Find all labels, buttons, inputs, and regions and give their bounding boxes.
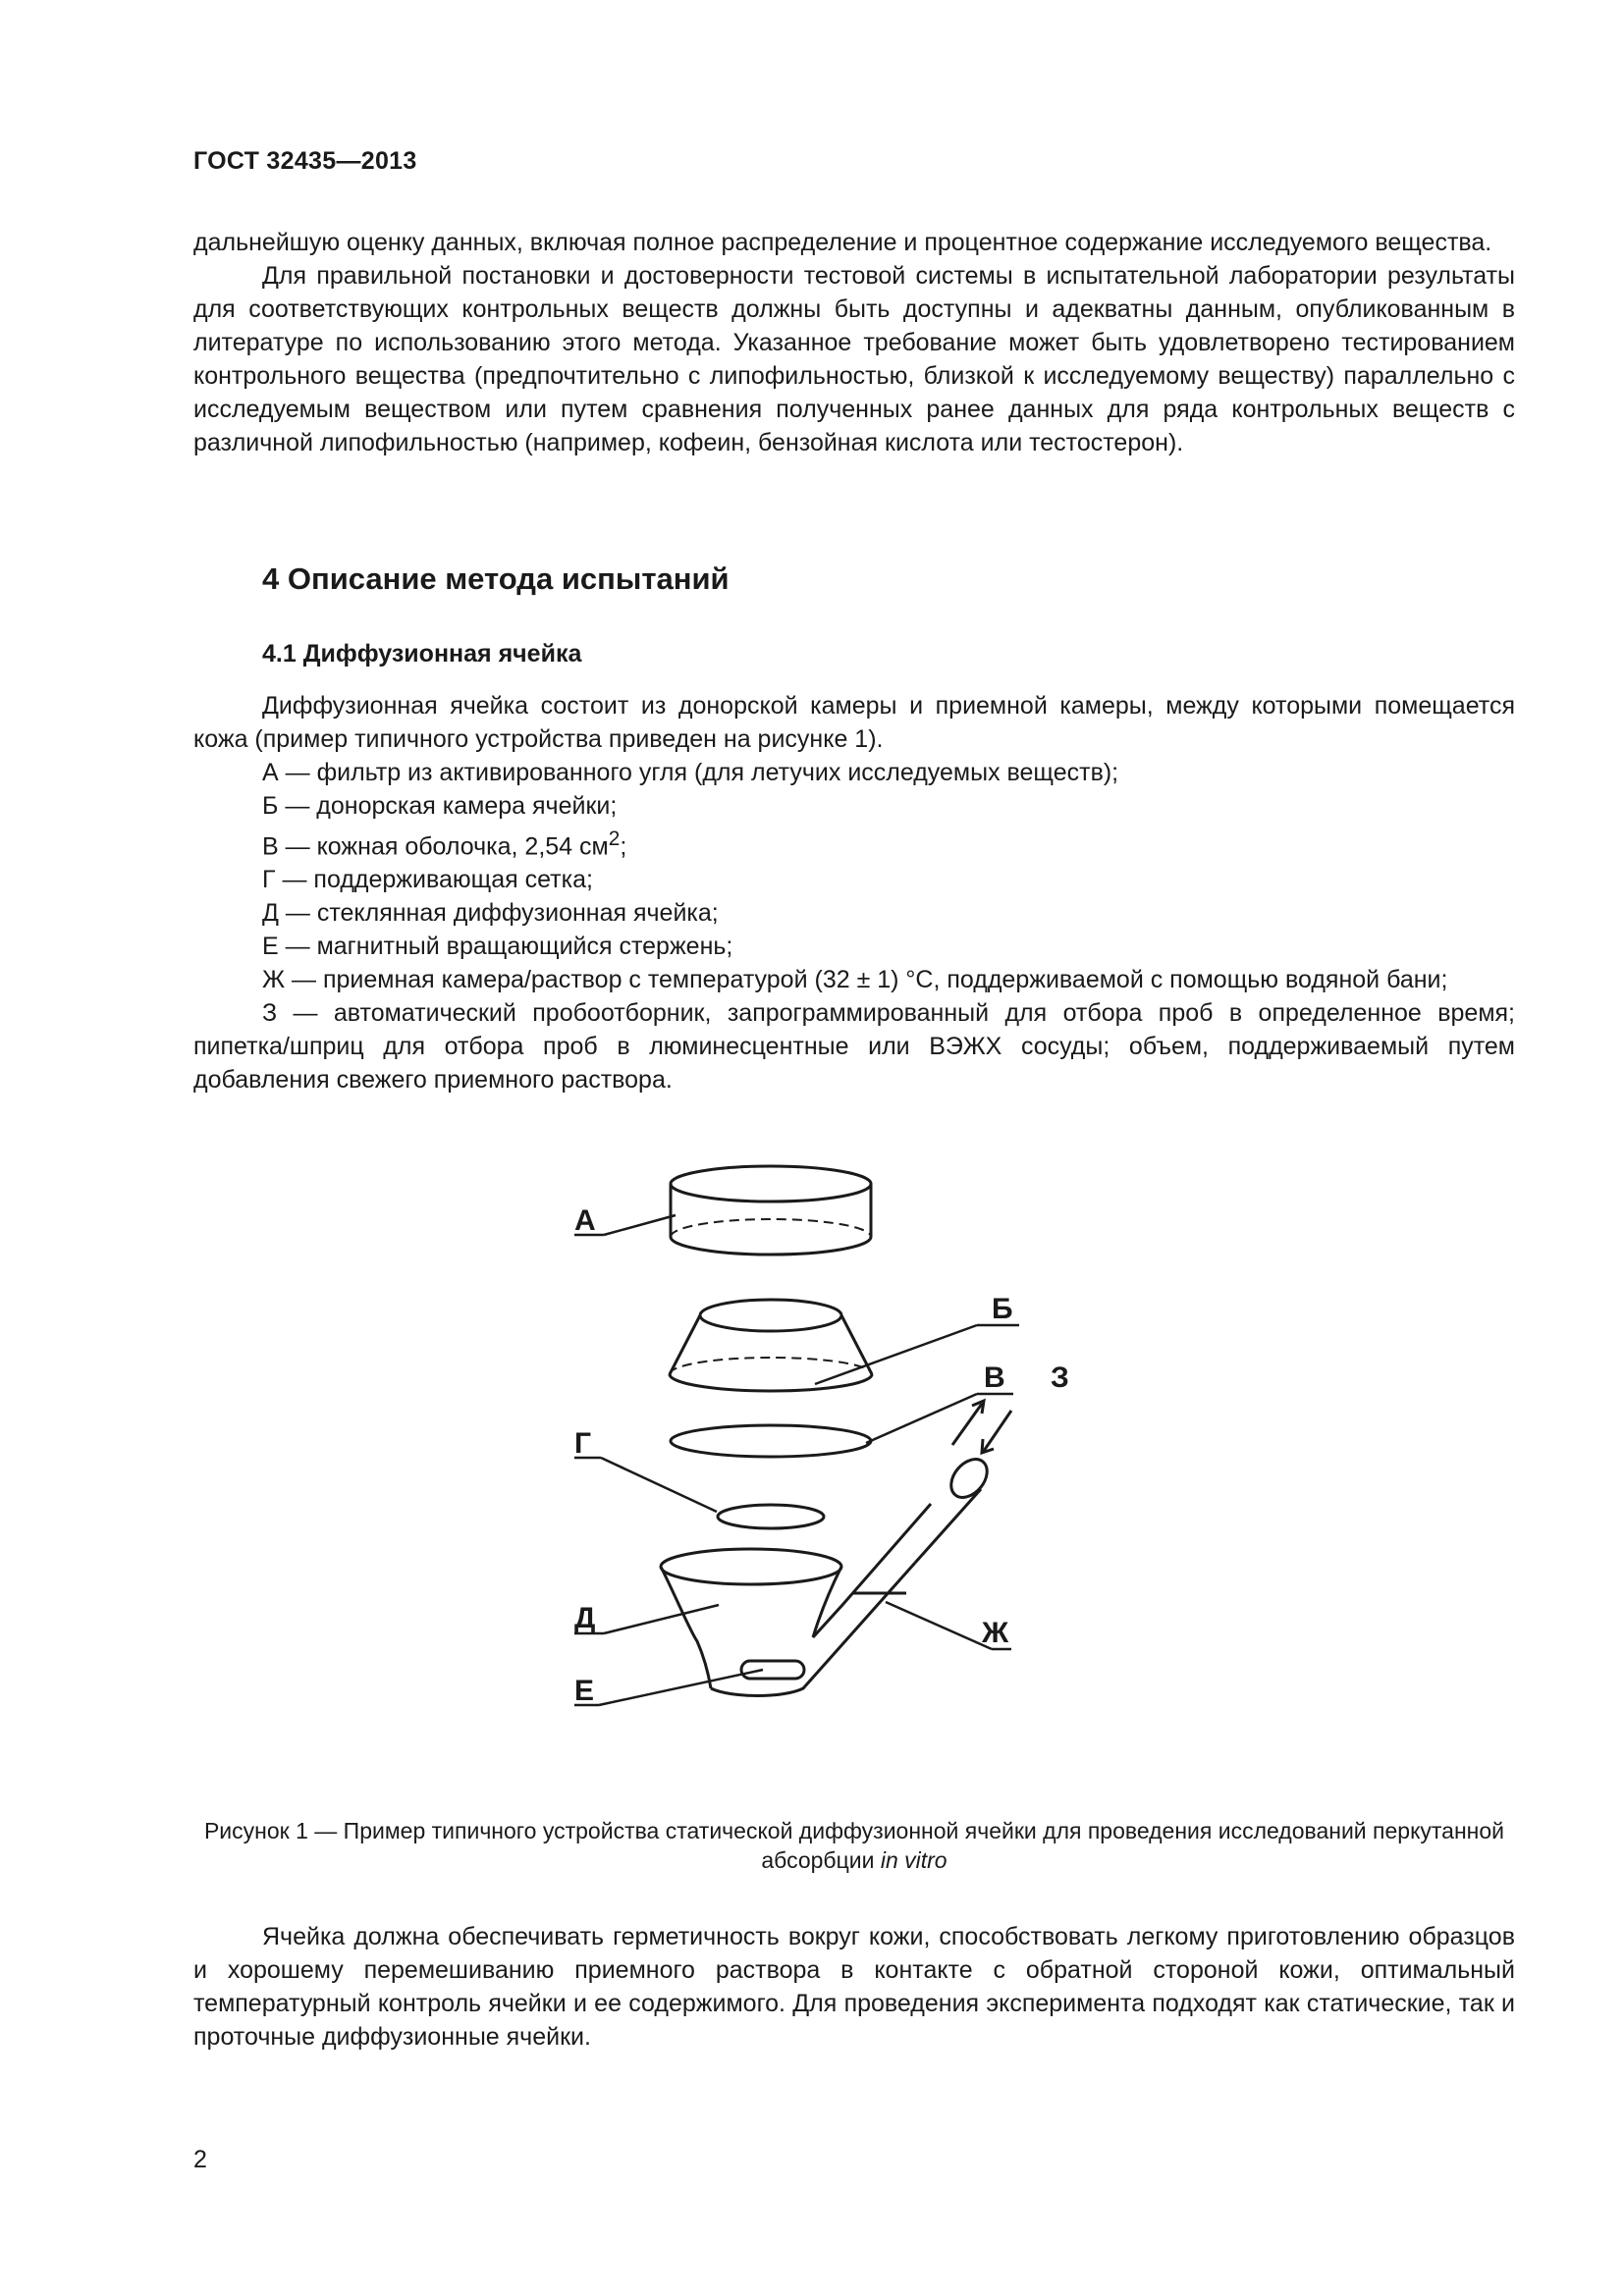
figure-caption <box>193 1816 1515 1875</box>
document-header: ГОСТ 32435—2013 <box>193 147 417 175</box>
figure-label-e: Е <box>574 1675 595 1707</box>
figure-caption-italic: in vitro <box>880 1847 947 1873</box>
figure-label-z: З <box>1051 1362 1069 1394</box>
magnetic-stir-bar <box>741 1661 804 1679</box>
body-paragraph-1: Диффузионная ячейка состоит из донорской камеры и приемной камеры, между которыми помещается кожа (пример типичного устройства приведен на рисунке 1). <box>193 692 1515 753</box>
legend-item-v-tail: ; <box>620 832 627 861</box>
legend-item-g: Г — поддерживающая сетка; <box>262 866 593 894</box>
body-text <box>193 689 1515 1096</box>
legend-item-v <box>193 823 1515 863</box>
leader-lines <box>574 1215 1019 1705</box>
closing-paragraph: Ячейка должна обеспечивать герметичность вокруг кожи, способствовать легкому приготовлению образцов и хорошему перемешиванию приемного раствора в контакте с обратной стороной кожи, оптимальный температурный контроль ячейки и ее содержимого. Для проведения эксперимента подходят как статические, так и проточные диффузионные ячейки. <box>193 1923 1515 2051</box>
figure-caption-text: Рисунок 1 — Пример типичного устройства статической диффузионной ячейки для проведения исследований перкутанной абсорбции <box>203 1818 1505 1873</box>
section-title: 4 Описание метода испытаний <box>262 561 730 596</box>
donor-chamber <box>670 1300 872 1391</box>
intro-text <box>193 226 1515 459</box>
figure-label-b: Б <box>992 1293 1013 1325</box>
intro-paragraph-2: Для правильной постановки и достоверности тестовой системы в испытательной лаборатории результаты для соответствующих контрольных веществ должны быть доступны и адекватны данным, опубликованным в литературе по использованию этого метода. Указанное требование может быть удовлетворено тестированием контрольного вещества (предпочтительно с липофильностью, близкой к исследуемому веществу) параллельно с исследуемым веществом или путем сравнения полученных ранее данных для ряда контрольных веществ с различной липофильностью (например, кофеин, бензойная кислота или тестостерон). <box>193 262 1515 456</box>
legend-item-b: Б — донорская камера ячейки; <box>262 792 618 820</box>
filter-cylinder <box>671 1166 871 1255</box>
legend-item-v-superscript: 2 <box>608 828 621 850</box>
skin-membrane <box>671 1425 871 1457</box>
diffusion-cell-figure <box>560 1139 1070 1767</box>
legend-item-z: З — автоматический пробоотборник, запрограммированный для отбора проб в определенное время; пипетка/шприц для отбора проб в люминесцентные или ВЭЖХ сосуды; объем, поддерживаемый путем добавления свежего приемного раствора. <box>193 999 1515 1095</box>
legend-item-zh: Ж — приемная камера/раствор с температурой (32 ± 1) °С, поддерживаемой с помощью водяной бани; <box>262 966 1448 994</box>
subsection-title: 4.1 Диффузионная ячейка <box>262 640 582 667</box>
closing-text <box>193 1920 1515 2054</box>
figure-label-v: В <box>984 1362 1005 1394</box>
diffusion-cell-diagram <box>560 1139 1070 1767</box>
figure-label-d: Д <box>574 1602 596 1634</box>
sampling-arrows <box>952 1401 1011 1453</box>
figure-label-zh: Ж <box>982 1617 1009 1649</box>
figure-label-a: А <box>574 1204 596 1237</box>
figure-label-g: Г <box>574 1427 592 1460</box>
legend-item-d: Д — стеклянная диффузионная ячейка; <box>262 899 719 928</box>
legend-item-a: А — фильтр из активированного угля (для летучих исследуемых веществ); <box>262 759 1119 786</box>
legend-item-e: Е — магнитный вращающийся стержень; <box>262 933 733 961</box>
glass-diffusion-cell <box>661 1453 995 1696</box>
legend-item-v-text: В — кожная оболочка, 2,54 см <box>262 832 609 861</box>
intro-paragraph-1: дальнейшую оценку данных, включая полное распределение и процентное содержание исследуемого вещества. <box>193 229 1492 256</box>
support-mesh <box>718 1505 824 1528</box>
page-number: 2 <box>193 2146 207 2173</box>
